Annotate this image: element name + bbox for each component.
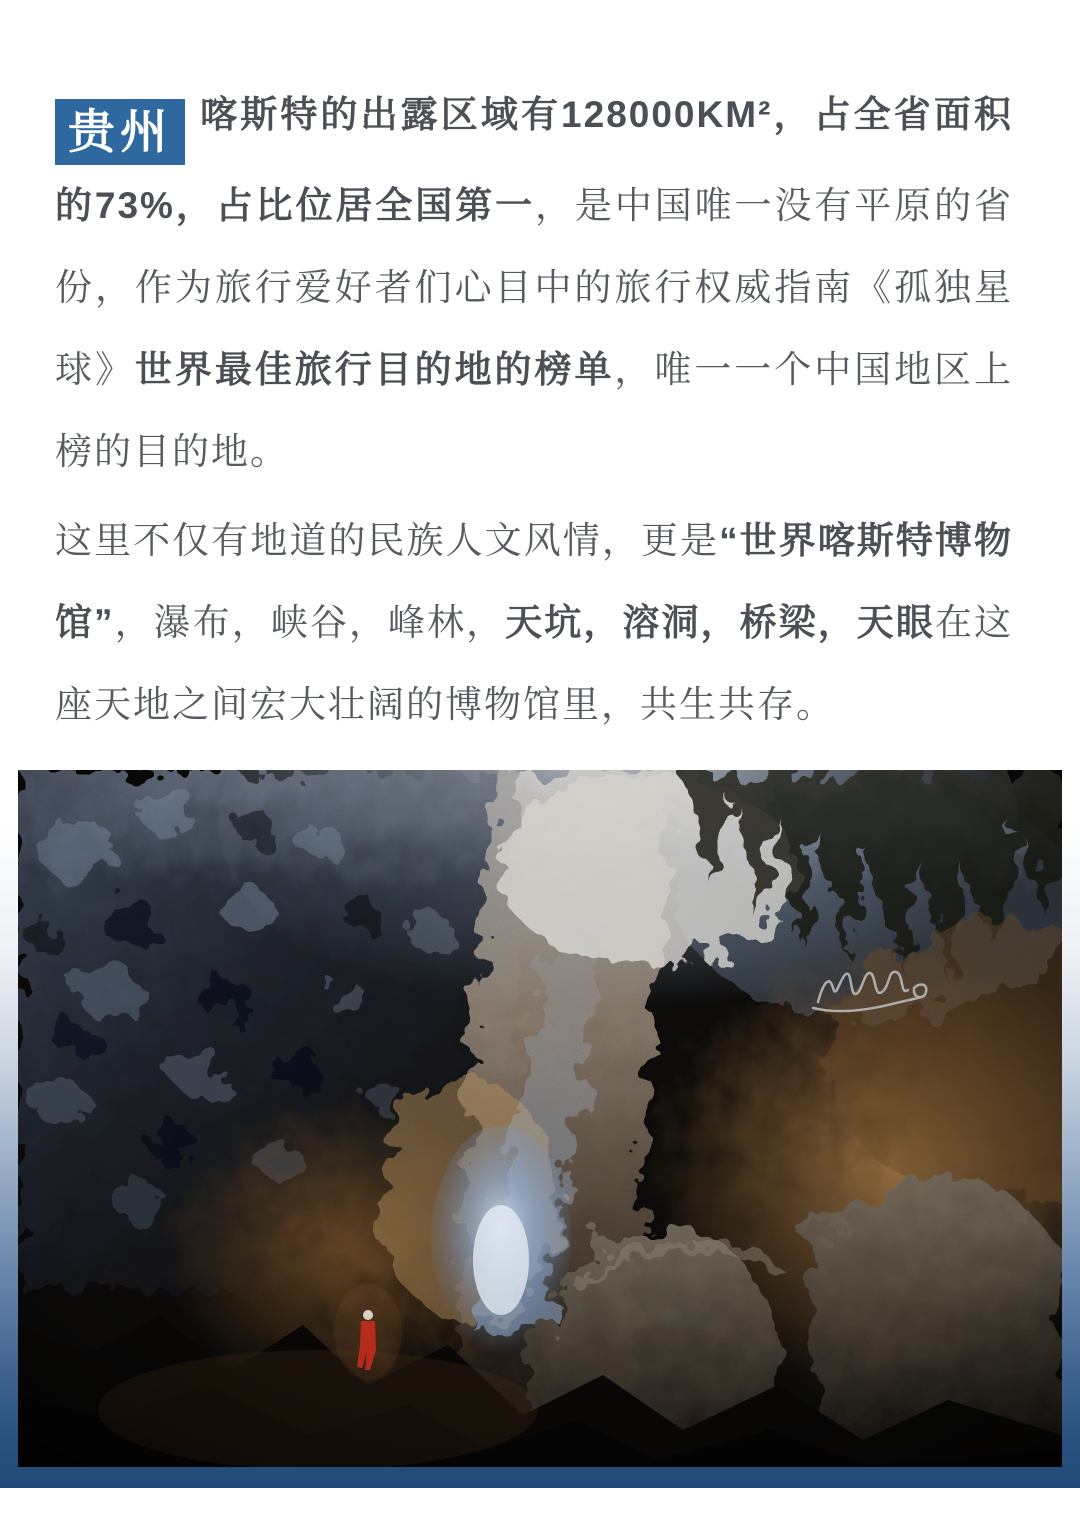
text-segment: 世界最佳旅行目的地的榜单 — [134, 349, 615, 390]
paragraph-2 — [55, 500, 1013, 746]
text-segment: “世界喀斯特博物馆” — [55, 520, 1013, 643]
text-segment: 天坑，溶洞，桥梁，天眼 — [505, 602, 935, 643]
text-segment: ，唯一一个中国地区上榜的目的地。 — [55, 349, 1014, 472]
province-badge: 贵州 — [55, 99, 185, 165]
text-segment: 喀斯特的出露区域有128000KM²，占全省面积的73%，占比位居全国第一 — [55, 94, 1013, 226]
article-text — [18, 0, 1062, 746]
text-segment: ，瀑布，峡谷，峰林， — [114, 602, 506, 643]
cave-photo-graphic — [18, 770, 1062, 1467]
text-segment: ，是中国唯一没有平原的省份，作为旅行爱好者们心目中的旅行权威指南《孤独星球》 — [55, 185, 1013, 390]
text-segment: 在这座天地之间宏大壮阔的博物馆里，共生共存。 — [55, 602, 1013, 725]
cave-photo[interactable] — [18, 770, 1062, 1467]
text-segment: 这里不仅有地道的民族人文风情，更是 — [55, 520, 720, 561]
content-area — [18, 0, 1062, 1467]
paragraph-1 — [55, 74, 1013, 493]
